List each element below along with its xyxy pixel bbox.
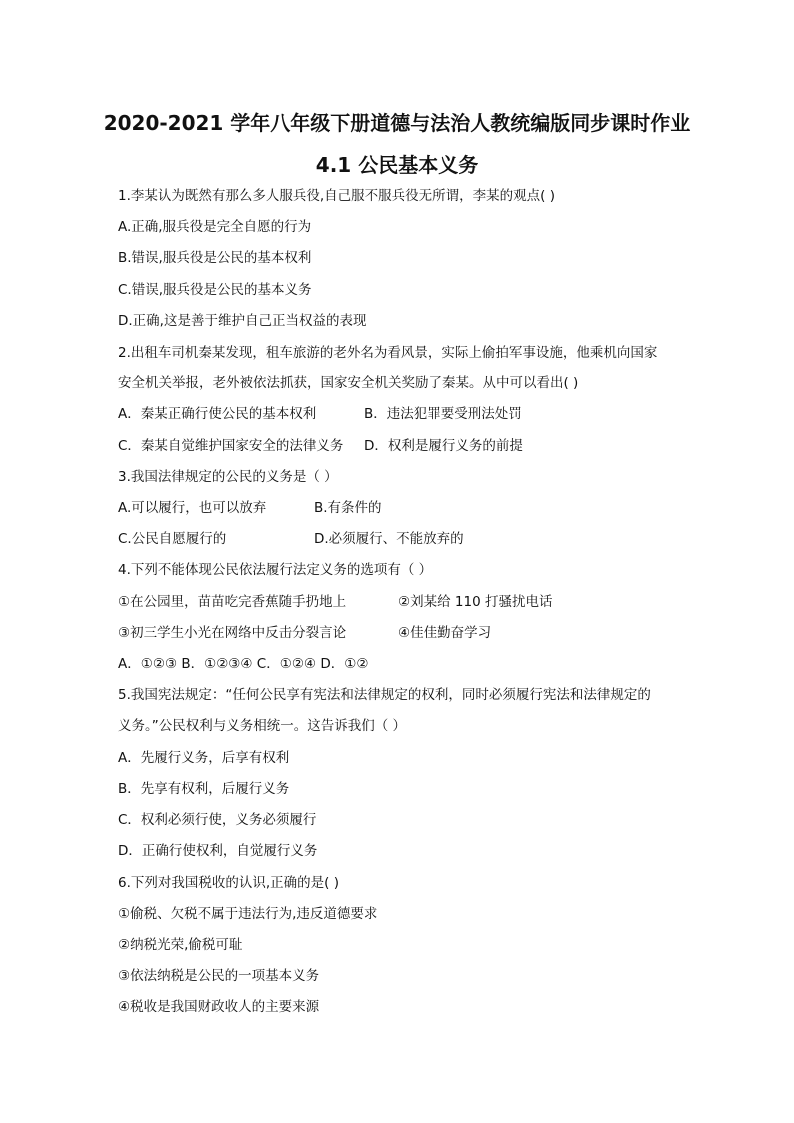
question-3-option-b: B.有条件的 (314, 500, 382, 516)
question-5-stem-line1: 5.我国宪法规定：“任何公民享有宪法和法律规定的权利，同时必须履行宪法和法律规定的 (118, 687, 651, 703)
question-3-stem: 3.我国法律规定的公民的义务是（ ） (118, 469, 338, 485)
question-1-option-d: D.正确,这是善于维护自己正当权益的表现 (118, 313, 367, 329)
question-3-option-d: D.必须履行、不能放弃的 (314, 531, 464, 547)
section-title: 4.1 公民基本义务 (315, 153, 479, 177)
question-6-stem: 6.下列对我国税收的认识,正确的是( ) (118, 875, 339, 891)
question-3-option-a: A.可以履行，也可以放弃 (118, 500, 267, 516)
question-2-stem-line2: 安全机关举报，老外被依法抓获，国家安全机关奖励了秦某。从中可以看出( ) (118, 375, 579, 391)
question-1-option-b: B.错误,服兵役是公民的基本权利 (118, 250, 312, 266)
question-1-option-a: A.正确,服兵役是完全自愿的行为 (118, 219, 312, 235)
question-5-option-a: A．先履行义务，后享有权利 (118, 750, 290, 766)
question-5-option-d: D．正确行使权利，自觉履行义务 (118, 843, 318, 859)
question-4-stem: 4.下列不能体现公民依法履行法定义务的选项有（ ） (118, 562, 433, 578)
question-2-option-b: B．违法犯罪要受刑法处罚 (364, 406, 522, 422)
question-2-stem-line1: 2.出租车司机秦某发现，租车旅游的老外名为看风景，实际上偷拍军事设施，他乘机向国家 (118, 345, 658, 361)
question-5-stem-line2: 义务。”公民权利与义务相统一。这告诉我们（ ） (118, 718, 407, 734)
question-6-statement-1: ①偷税、欠税不属于违法行为,违反道德要求 (118, 906, 378, 922)
question-6-statement-4: ④税收是我国财政收人的主要来源 (118, 999, 320, 1015)
question-2-option-c: C．秦某自觉维护国家安全的法律义务 (118, 438, 344, 454)
question-6-statement-2: ②纳税光荣,偷税可耻 (118, 937, 243, 953)
question-4-statement-4: ④佳佳勤奋学习 (398, 625, 492, 641)
question-2-option-d: D．权利是履行义务的前提 (364, 438, 523, 454)
question-3-option-c: C.公民自愿履行的 (118, 531, 227, 547)
question-1-option-c: C.错误,服兵役是公民的基本义务 (118, 282, 312, 298)
question-6-statement-3: ③依法纳税是公民的一项基本义务 (118, 968, 320, 984)
question-1-stem: 1.李某认为既然有那么多人服兵役,自己服不服兵役无所谓，李某的观点( ) (118, 188, 555, 204)
question-5-option-c: C．权利必须行使，义务必须履行 (118, 812, 317, 828)
question-4-statement-3: ③初三学生小光在网络中反击分裂言论 (118, 625, 347, 641)
question-4-statement-2: ②刘某给 110 打骚扰电话 (398, 594, 553, 610)
question-4-options: A．①②③ B．①②③④ C．①②④ D．①② (118, 656, 369, 672)
document-title: 2020-2021 学年八年级下册道德与法治人教统编版同步课时作业 (103, 111, 691, 135)
question-2-option-a: A．秦某正确行使公民的基本权利 (118, 406, 317, 422)
question-4-statement-1: ①在公园里，苗苗吃完香蕉随手扔地上 (118, 594, 347, 610)
question-5-option-b: B．先享有权利，后履行义务 (118, 781, 290, 797)
